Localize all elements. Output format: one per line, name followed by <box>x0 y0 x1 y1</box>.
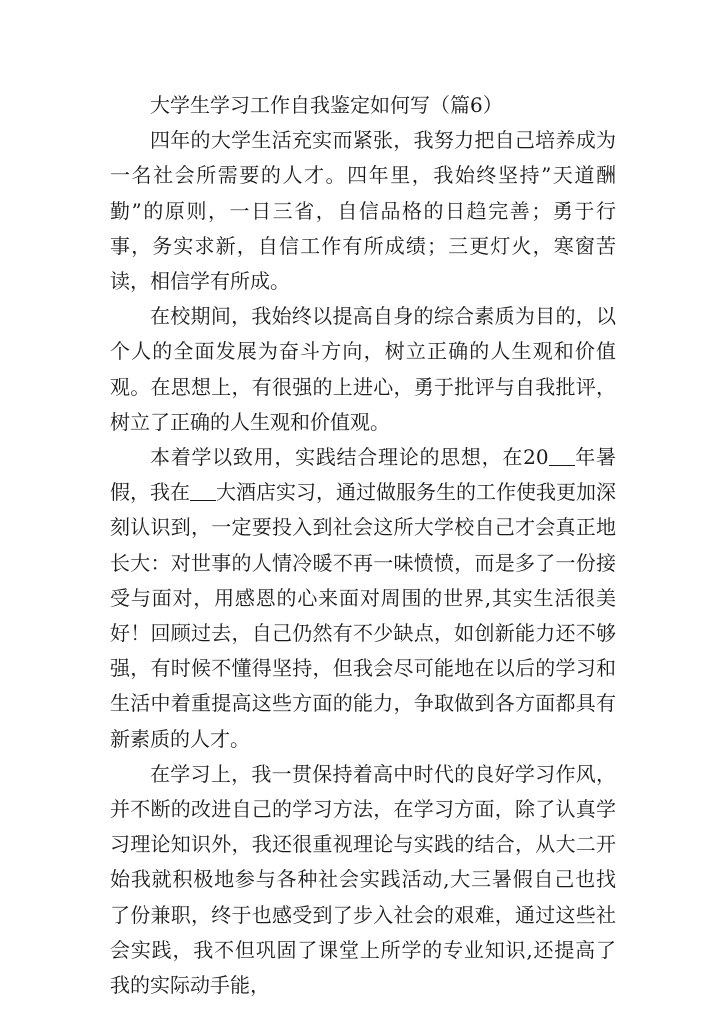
fill-in-blank-hotel <box>190 480 216 501</box>
paragraph-3-part-1: 本着学以致用，实践结合理论的思想，在20 <box>150 445 549 470</box>
paragraph-3-part-2: 年暑假，我在 <box>110 445 617 505</box>
paragraph-3-part-3: 大酒店实习，通过做服务生的工作使我更加深刻认识到，一定要投入到社会这所大学校自己才会真正地长大：对世事的人情冷暖不再一味愤愤，而是多了一份接受与面对，用感恩的心来面对周围的世界,其实生活很美好！回顾过去，自己仍然有不少缺点，如创新能力还不够强，有时候不懂得坚持，但我会尽可能地在以后的学习和生活中着重提高这些方面的能力，争取做到各方面都具有新素质的人才。 <box>110 480 616 751</box>
paragraph-3 <box>110 440 616 757</box>
fill-in-blank-year <box>549 445 575 466</box>
document-title: 大学生学习工作自我鉴定如何写（篇6） <box>150 93 503 117</box>
document-body <box>110 88 616 1003</box>
paragraph-4: 在学习上，我一贯保持着高中时代的良好学习作风，并不断的改进自己的学习方法，在学习方面，除了认真学习理论知识外，我还很重视理论与实践的结合，从大二开始我就积极地参与各种社会实践活动,大三暑假自己也找了份兼职，终于也感受到了步入社会的艰难，通过这些社会实践，我不但巩固了课堂上所学的专业知识,还提高了我的实际动手能， <box>110 761 616 998</box>
paragraph-1: 四年的大学生活充实而紧张，我努力把自己培养成为一名社会所需要的人才。四年里，我始终坚持”天道酬勤”的原则，一日三省，自信品格的日趋完善；勇于行事，务实求新，自信工作有所成绩；三更灯火，寒窗苦读，相信学有所成。 <box>110 128 616 294</box>
paragraph-2: 在校期间，我始终以提高自身的综合素质为目的，以个人的全面发展为奋斗方向，树立正确的人生观和价值观。在思想上，有很强的上进心，勇于批评与自我批评，树立了正确的人生观和价值观。 <box>110 304 616 434</box>
